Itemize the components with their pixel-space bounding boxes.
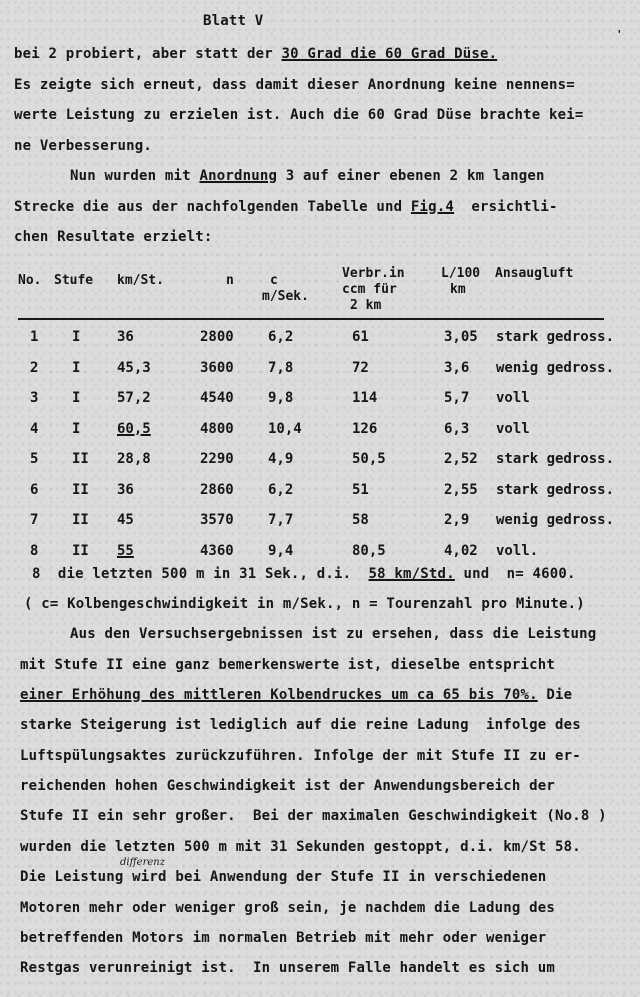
cell-kmst: 45,3 [117, 359, 151, 376]
para2-line2: Strecke die aus der nachfolgenden Tabelle und Fig.4 ersichtli- [14, 199, 558, 215]
cell-l: 2,55 [444, 481, 478, 498]
cell-kmst: 57,2 [117, 390, 151, 406]
cell-verbr: 51 [352, 481, 369, 498]
cell-verbr: 126 [352, 420, 378, 437]
cell-n: 4360 [200, 542, 234, 559]
para3-line10: Motoren mehr oder weniger groß sein, je nachdem die Ladung des [20, 900, 555, 916]
cell-l: 4,02 [444, 542, 478, 559]
cell-c: 10,4 [268, 420, 302, 437]
cell-l: 3,6 [444, 359, 470, 376]
cell-kmst: 55 [117, 542, 134, 559]
cell-c: 9,8 [268, 390, 294, 406]
cell-no: 8 [30, 542, 39, 559]
cell-ansaug: voll. [496, 542, 539, 559]
para3-line9: Die Leistung wird bei Anwendung der Stufe II in verschiedenen [20, 869, 547, 885]
cell-l: 3,05 [444, 329, 478, 345]
page-title: Blatt V [203, 13, 264, 29]
header-n: n [226, 273, 234, 288]
cell-verbr: 114 [352, 390, 378, 406]
cell-ansaug: wenig gedross. [496, 359, 615, 376]
cell-verbr: 61 [352, 329, 369, 345]
header-c: c [270, 273, 278, 288]
cell-l: 2,52 [444, 451, 478, 467]
cell-verbr: 72 [352, 359, 369, 376]
cell-ansaug: stark gedross. [496, 451, 615, 467]
para3-line2: mit Stufe II eine ganz bemerkenswerte ist, dieselbe entspricht [20, 657, 555, 673]
header-stufe: Stufe [54, 273, 94, 288]
para3-line3: einer Erhöhung des mittleren Kolbendruckes um ca 65 bis 70%. Die [20, 687, 573, 703]
cell-stufe: II [72, 512, 89, 528]
cell-kmst: 36 [117, 481, 134, 498]
cell-c: 6,2 [268, 481, 294, 498]
note-line1: 8 die letzten 500 m in 31 Sek., d.i. 58 km/Std. und n= 4600. [32, 566, 576, 582]
para3-line12: Restgas verunreinigt ist. In unserem Falle handelt es sich um [20, 960, 555, 976]
cell-stufe: I [72, 420, 81, 437]
cell-c: 4,9 [268, 451, 294, 467]
para3-line11: betreffenden Motors im normalen Betrieb mit mehr oder weniger [20, 930, 547, 946]
cell-stufe: I [72, 329, 81, 345]
cell-no: 2 [30, 359, 39, 376]
para2-line3: chen Resultate erzielt: [14, 229, 213, 245]
cell-l: 2,9 [444, 512, 470, 528]
cell-no: 5 [30, 451, 39, 467]
header-ansaug: Ansaugluft [495, 266, 574, 281]
cell-stufe: I [72, 359, 81, 376]
cell-no: 7 [30, 512, 39, 528]
cell-n: 4540 [200, 390, 234, 406]
header-l100-unit: km [450, 282, 466, 297]
cell-c: 7,8 [268, 359, 294, 376]
cell-c: 7,7 [268, 512, 294, 528]
cell-no: 3 [30, 390, 39, 406]
para1-line4: ne Verbesserung. [14, 138, 153, 154]
cell-ansaug: voll [496, 390, 530, 406]
cell-n: 3600 [200, 359, 234, 376]
cell-no: 1 [30, 329, 39, 345]
cell-verbr: 80,5 [352, 542, 386, 559]
cell-l: 5,7 [444, 390, 470, 406]
corner-mark: ' [616, 28, 623, 41]
underlined-nozzle: 30 Grad die 60 Grad Düse. [281, 46, 498, 62]
cell-n: 2860 [200, 481, 234, 498]
handwritten-annotation: differenz [120, 857, 166, 868]
cell-stufe: II [72, 542, 89, 559]
cell-n: 4800 [200, 420, 234, 437]
cell-n: 2290 [200, 451, 234, 467]
cell-stufe: I [72, 390, 81, 406]
cell-kmst: 28,8 [117, 451, 151, 467]
cell-stufe: II [72, 481, 89, 498]
header-verbr: Verbr.in [342, 266, 405, 281]
cell-ansaug: stark gedross. [496, 481, 615, 498]
cell-no: 6 [30, 481, 39, 498]
note-line2: ( c= Kolbengeschwindigkeit in m/Sek., n = Tourenzahl pro Minute.) [24, 596, 585, 612]
para3-line8: wurden die letzten 500 m mit 31 Sekunden gestoppt, d.i. km/St 58. [20, 839, 581, 855]
cell-c: 9,4 [268, 542, 294, 559]
header-l100: L/100 [441, 266, 481, 281]
cell-n: 2800 [200, 329, 234, 345]
para3-line4: starke Steigerung ist lediglich auf die reine Ladung infolge des [20, 717, 581, 733]
header-verbr-unit: ccm für [342, 282, 397, 297]
para3-line5: Luftspülungsaktes zurückzuführen. Infolge der mit Stufe II zu er- [20, 748, 581, 764]
header-verbr-dist: 2 km [350, 298, 382, 313]
cell-kmst: 45 [117, 512, 134, 528]
para3-line7: Stufe II ein sehr großer. Bei der maximalen Geschwindigkeit (No.8 ) [20, 808, 607, 824]
para1-line1: bei 2 probiert, aber statt der 30 Grad die 60 Grad Düse. [14, 46, 498, 62]
para3-line6: reichenden hohen Geschwindigkeit ist der Anwendungsbereich der [20, 778, 555, 794]
header-kmst: km/St. [117, 273, 164, 288]
para3-line1: Aus den Versuchsergebnissen ist zu ersehen, dass die Leistung [70, 626, 597, 642]
table-header-rule [18, 318, 604, 320]
para1-line3: werte Leistung zu erzielen ist. Auch die 60 Grad Düse brachte kei= [14, 107, 584, 123]
para2-line1: Nun wurden mit Anordnung 3 auf einer ebenen 2 km langen [70, 168, 545, 184]
cell-no: 4 [30, 420, 39, 437]
header-c-unit: m/Sek. [262, 289, 309, 304]
cell-c: 6,2 [268, 329, 294, 345]
cell-verbr: 50,5 [352, 451, 386, 467]
cell-stufe: II [72, 451, 89, 467]
para1-line2: Es zeigte sich erneut, dass damit dieser Anordnung keine nennens= [14, 77, 575, 93]
cell-n: 3570 [200, 512, 234, 528]
header-no: No. [18, 273, 42, 288]
cell-ansaug: wenig gedross. [496, 512, 615, 528]
cell-kmst: 60,5 [117, 420, 151, 437]
cell-l: 6,3 [444, 420, 470, 437]
cell-ansaug: voll [496, 420, 530, 437]
cell-verbr: 58 [352, 512, 369, 528]
cell-ansaug: stark gedross. [496, 329, 615, 345]
cell-kmst: 36 [117, 329, 134, 345]
